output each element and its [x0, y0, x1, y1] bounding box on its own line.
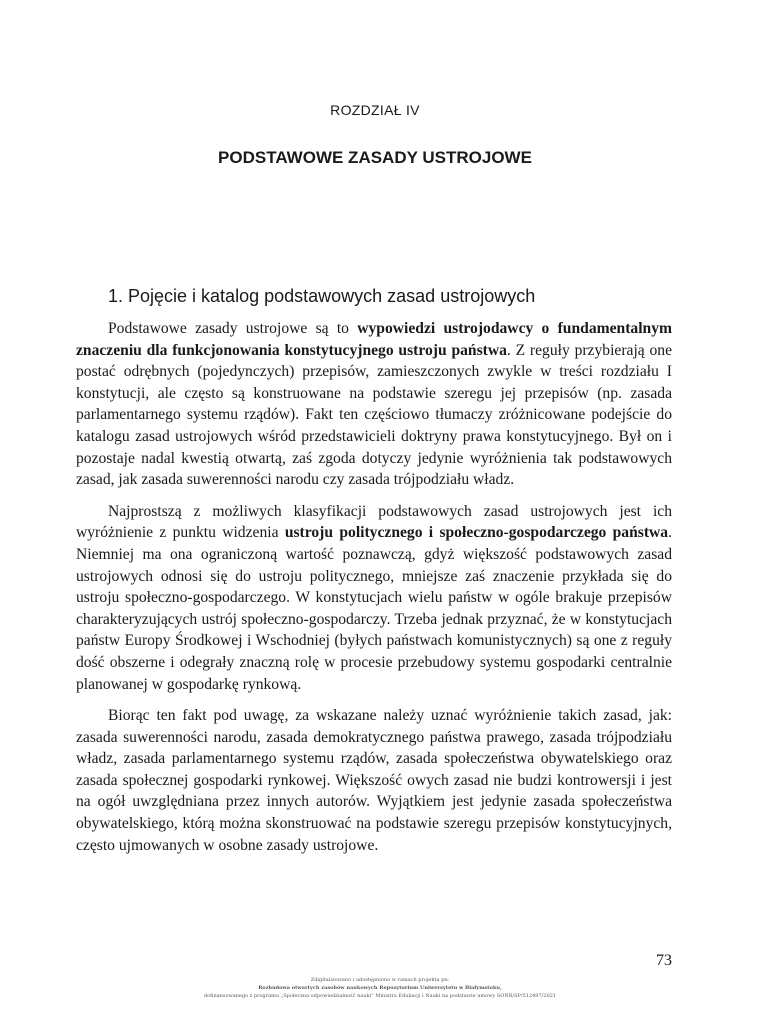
footer-line-2 — [150, 984, 610, 992]
chapter-title: PODSTAWOWE ZASADY USTROJOWE — [218, 148, 532, 167]
digitization-footer — [150, 976, 610, 1000]
footer-line-2-text: Rozbudowa otwartych zasobów naukowych Repozytorium Uniwersytetu w Białymstoku, — [258, 985, 502, 991]
page-number: 73 — [656, 952, 672, 969]
footer-line-3: dofinansowanego z programu „Społeczna odpowiedzialność nauki” Ministra Edukacji i Nauki na podstawie umowy SONB/SP/512497/2021 — [203, 993, 557, 999]
paragraph-2-emphasis: ustroju politycznego i społeczno-gospodarczego państwa — [284, 524, 669, 542]
paragraph-2-text-end: . Niemniej ma ona ograniczoną wartość poznawczą, gdyż większość podstawowych zasad ustrojowych odnosi się do ustroju politycznego, mniejsze zaś znaczenie przykłada się do ustroju społeczno-gospodarczego. W konstytucjach wielu państw w ogóle brakuje przepisów charakteryzujących ustrój społeczno-gospodarczy. Trzeba jednak przyznać, że w konstytucjach państw Europy Środkowej i Wschodniej (byłych państwach komunistycznych) są one z reguły dość obszerne i odegrały znaczną rolę w procesie przebudowy systemu gospodarki centralnie planowanej w gospodarkę rynkową. — [76, 524, 673, 693]
paragraph-3-text: Biorąc ten fakt pod uwagę, za wskazane należy uznać wyróżnienie takich zasad, jak: zasada suwerenności narodu, zasada demokratycznego państwa prawego, zasada trójpodziału władz, zasada parlamentarnego systemu rządów, zasada społeczeństwa obywatelskiego oraz zasada społecznej gospodarki rynkowej. Większość owych zasad nie budzi kontrowersji i jest na ogół uwzględniana przez innych autorów. Wyjątkiem jest jedynie zasada społeczeństwa obywatelskiego, którą można skonstruować na podstawie szeregu przepisów konstytucyjnych, często ujmowanych w osobne zasady ustrojowe. — [76, 707, 672, 854]
paragraph-2-text-start: Najprostszą z możliwych klasyfikacji podstawowych zasad ustrojowych jest ich wyróżnienie z punktu widzenia — [76, 502, 672, 542]
paragraph-1 — [76, 318, 672, 491]
paragraph-2 — [76, 501, 672, 695]
paragraph-1-emphasis: wypowiedzi ustrojodawcy o fundamentalnym znaczeniu dla funkcjonowania konstytucyjnego ustroju państwa — [76, 320, 672, 359]
section-heading: 1. Pojęcie i katalog podstawowych zasad ustrojowych — [108, 286, 536, 306]
chapter-label: ROZDZIAŁ IV — [330, 102, 420, 118]
paragraph-1-text-start: Podstawowe zasady ustrojowe są to — [108, 320, 358, 337]
paragraph-3 — [76, 705, 672, 856]
footer-line-1: Zdigitalizowano i udostępniono w ramach projektu pn. — [310, 977, 450, 983]
body-text — [76, 318, 672, 866]
paragraph-1-text-end: . Z reguły przybierają one postać odrębnych (pojedynczych) przepisów, zamieszczonych zwykle w treści rozdziału I konstytucji, ale często są konstruowane na podstawie szeregu jej przepisów (np. zasada parlamentarnego systemu rządów). Fakt ten częściowo tłumaczy zróżnicowane podejście do katalogu zasad ustrojowych wśród przedstawicieli doktryny prawa konstytucyjnego. Był on i pozostaje nadal kwestią otwartą, zaś zgoda dotyczy jedynie wyróżnienia tak podstawowych zasad, jak zasada suwerenności narodu czy zasada trójpodziału władz. — [76, 341, 673, 489]
